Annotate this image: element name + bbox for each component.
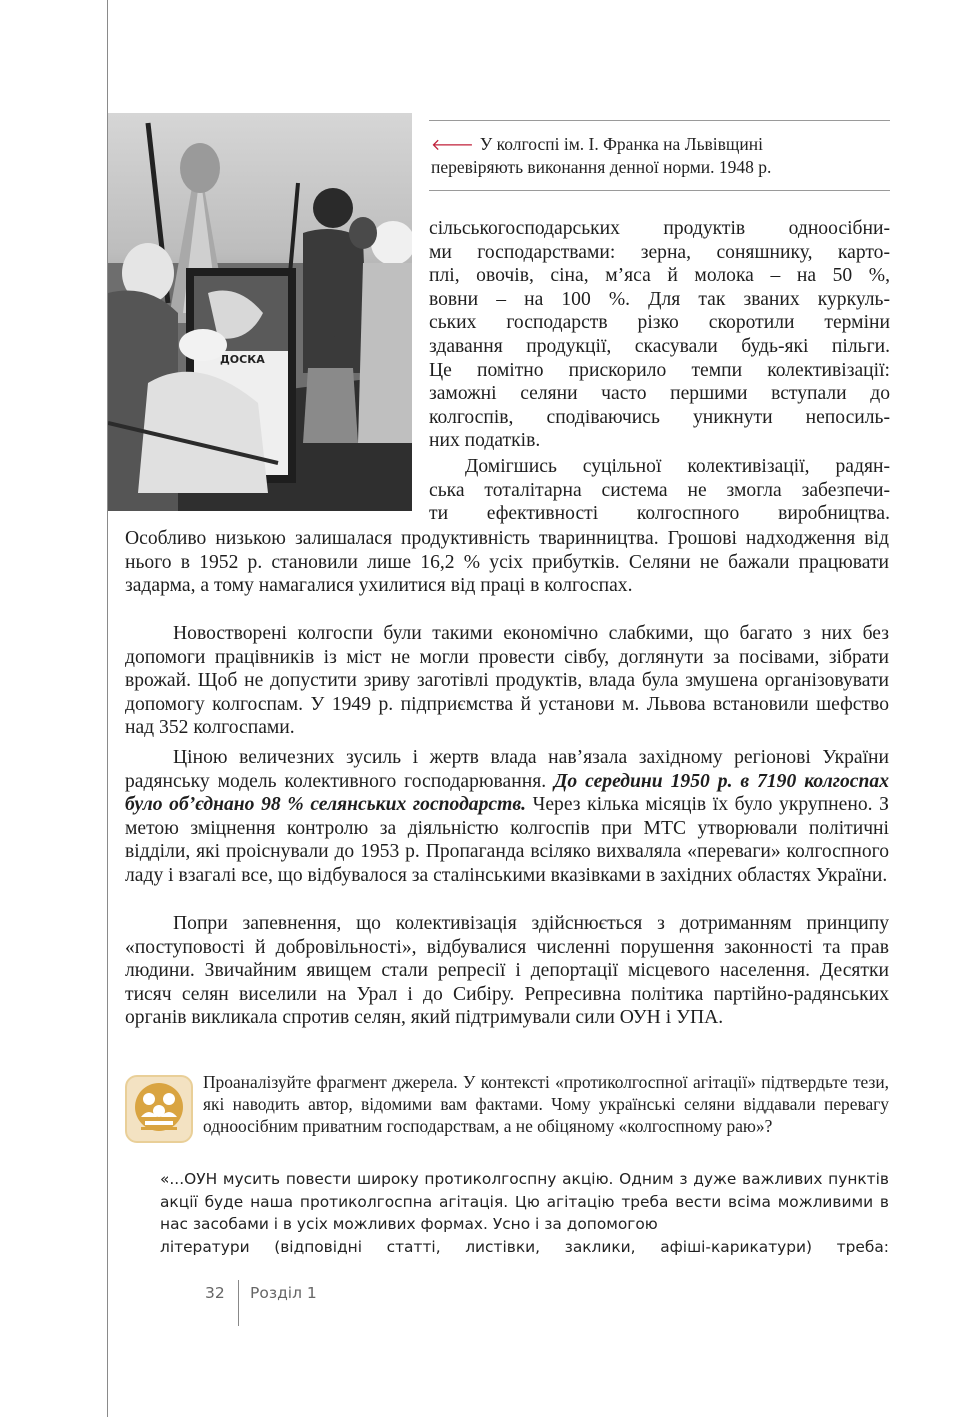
section-label: Розділ 1 — [250, 1284, 317, 1302]
caption-line-1: У колгоспі ім. І. Франка на Львівщині — [479, 134, 763, 154]
text-line: ських господарств різко скоротили терміни — [429, 312, 890, 334]
text-line: заможні селяни часто першими вступали до — [429, 383, 890, 405]
text-line: Домігшись суцільної колективізації, радян- — [465, 456, 890, 477]
paragraph-2-narrow — [429, 455, 890, 526]
text-line: ми господарствами: зерна, соняшнику, карто- — [429, 241, 890, 263]
paragraph-4-highlight: До середини 1950 р. в 7190 колгоспах було об’єднано 98 % селянських господарств. — [125, 770, 889, 816]
paragraph-2-text: Особливо низькою залишалася продуктивність тваринництва. Грошові надходження від нього в 1952 р. становили лише 16,2 % усіх прибутків. Селяни не бажали працювати задарма, а тому намагалися ухилитися від праці в колгоспах. — [125, 528, 889, 597]
text-line: сільськогосподарських продуктів одноосібни- — [429, 218, 890, 239]
text-line: Це помітно прискорило темпи колективізації: — [429, 359, 890, 381]
paragraph-3-text: Новостворені колгоспи були такими економічно слабкими, що багато з них без допомоги працівників із міст не могли провести сівбу, доглянути за посівами, зібрати врожай. Щоб не допустити зриву заготівлі продуктів, влада була змушена організовувати допомогу колгоспам. У 1949 р. підприємства й установи м. Львова встановили шефство над 352 колгоспами. — [125, 623, 889, 739]
board-label: ДОСКА — [220, 353, 265, 366]
caption-line-2: перевіряють виконання денної норми. 1948 р. — [431, 157, 772, 177]
paragraph-5-text: Попри запевнення, що колективізація здійснюється з дотриманням принципу «поступовості й добровільності», відбувалися численні порушення законності та прав людини. Звичайним явищем стали репресії і депортації місцевого населення. Десятки тисяч селян виселили на Урал і до Сибіру. Репресивна політика партійно-радянських органів викликала спротив селян, який підтримували сили ОУН і УПА. — [125, 913, 889, 1029]
paragraph-4-text-start: Ціною величезних зусиль і жертв влада нав’язала західному регіонові України радянську модель колективного господарювання. — [125, 747, 889, 792]
task-prompt: Проаналізуйте фрагмент джерела. У контексті «протиколгоспної агітації» підтвердьте тези, які наводить автор, відомими вам фактами. Чому українські селяни віддавали перевагу одноосібним приватним господарствам, а не обіцяному «колгоспному раю»? — [203, 1072, 889, 1137]
text-line: здавання продукції, скасували будь-які пільги. — [429, 335, 890, 357]
text-line: вовни – на 100 %. Для так званих куркуль- — [429, 288, 890, 310]
paragraph-4-text-end: Через кілька місяців їх було укрупнено. З метою зміцнення контролю за діяльністю колгоспів при МТС утворювали політичні відділи, які проіснували до 1953 р. Пропаганда всіляко вихваляла «переваги» колгоспного ладу і взагалі все, що відбувалося за сталінськими вказівками в західних областях України. — [125, 794, 889, 886]
source-quote — [160, 1168, 889, 1258]
discussion-people-icon — [125, 1075, 193, 1143]
page-number: 32 — [205, 1284, 225, 1302]
photo-caption — [429, 120, 890, 191]
paragraph-1 — [429, 217, 890, 453]
paragraph-2-continued — [125, 527, 889, 598]
text-line: колгоспів, сподіваючись уникнути непосиль- — [429, 406, 890, 428]
footer-divider — [238, 1280, 239, 1326]
text-line: ти ефективності колгоспного виробництва. — [429, 503, 890, 525]
paragraph-3 — [125, 622, 889, 740]
paragraph-1-lines — [429, 217, 890, 453]
historical-photo — [108, 113, 412, 511]
paragraph-4 — [125, 746, 889, 888]
paragraph-2-lines — [429, 455, 890, 526]
quote-last-line: літератури (відповідні статті, листівки, заклики, афіші-карикатури) треба: — [160, 1237, 889, 1256]
quote-text: «...ОУН мусить повести широку протиколгоспну акцію. Одним з дуже важливих пунктів акції буде наша протиколгоспна агітація. Цю агітацію треба вести всіма можливими в нас засобами і в усіх можливих формах. Усно і за допомогою — [160, 1170, 889, 1234]
text-line: плі, овочів, сіна, м’яса й молока – на 50 %, — [429, 265, 890, 287]
text-line: них податків. — [429, 430, 541, 452]
arrow-left-icon: 🡐 — [431, 135, 474, 154]
text-line: ська тоталітарна система не змогла забезпечи- — [429, 479, 890, 501]
paragraph-5 — [125, 912, 889, 1030]
